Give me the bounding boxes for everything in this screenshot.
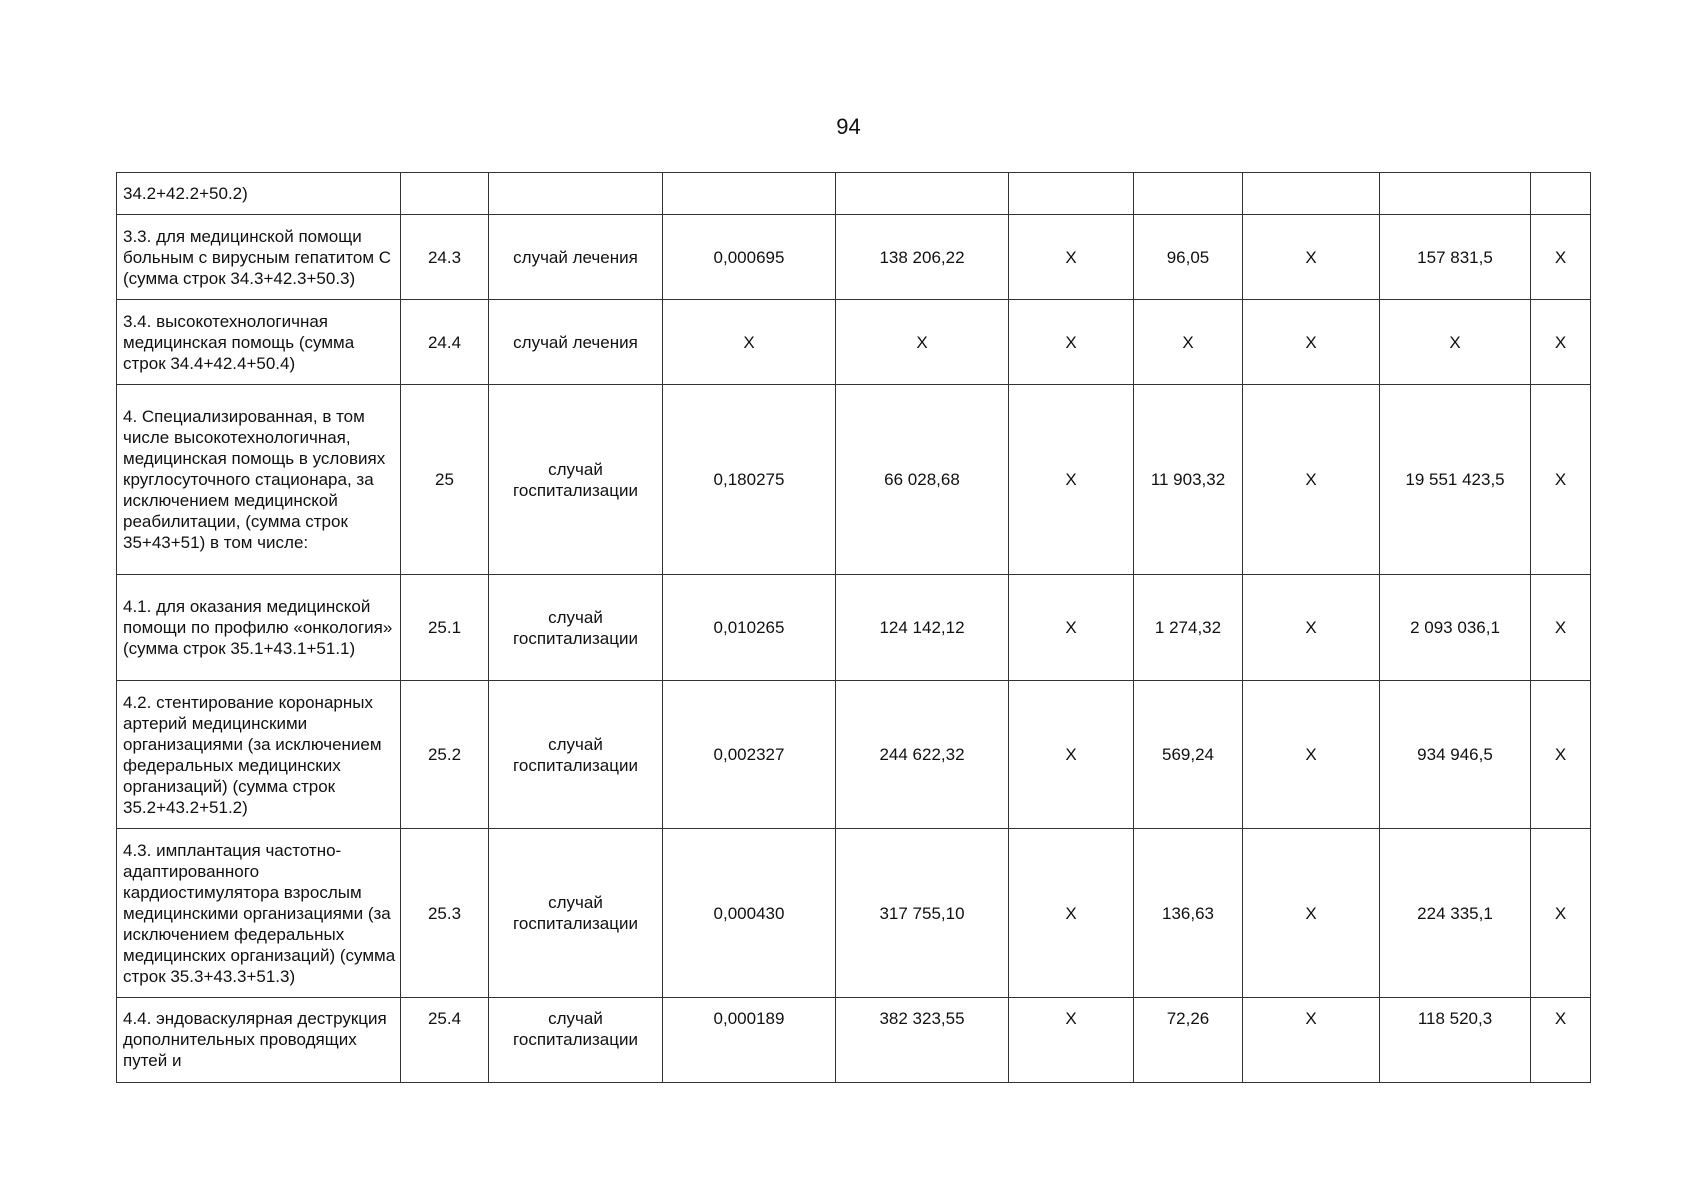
row-col6: X — [1009, 829, 1134, 998]
row-col10: X — [1531, 681, 1591, 829]
table-row — [117, 998, 1591, 1083]
row-description: 4.2. стентирование коронарных артерий медицинскими организациями (за исключением федеральных медицинских организаций) (сумма строк 35.2+43.2+51.2) — [117, 681, 401, 829]
row-cost: 66 028,68 — [836, 385, 1009, 575]
row-col9: 19 551 423,5 — [1380, 385, 1531, 575]
row-col9: 2 093 036,1 — [1380, 575, 1531, 681]
row-unit: случай госпитализации — [489, 998, 663, 1083]
row-description: 3.4. высокотехнологичная медицинская помощь (сумма строк 34.4+42.4+50.4) — [117, 300, 401, 385]
row-col7: 569,24 — [1134, 681, 1243, 829]
row-cost: 244 622,32 — [836, 681, 1009, 829]
row-col7 — [1134, 173, 1243, 215]
row-line-number: 25.3 — [401, 829, 489, 998]
row-col8: X — [1243, 998, 1380, 1083]
table-row — [117, 300, 1591, 385]
row-col7: 136,63 — [1134, 829, 1243, 998]
row-col6: X — [1009, 300, 1134, 385]
row-col10: X — [1531, 385, 1591, 575]
row-cost: 382 323,55 — [836, 998, 1009, 1083]
row-line-number: 25.2 — [401, 681, 489, 829]
data-table — [116, 172, 1591, 1083]
row-col10: X — [1531, 215, 1591, 300]
row-col10: X — [1531, 300, 1591, 385]
row-col9: 118 520,3 — [1380, 998, 1531, 1083]
row-unit: случай госпитализации — [489, 575, 663, 681]
row-col6: X — [1009, 575, 1134, 681]
row-norm — [663, 173, 836, 215]
row-col8: X — [1243, 829, 1380, 998]
row-unit: случай госпитализации — [489, 385, 663, 575]
row-col6: X — [1009, 681, 1134, 829]
row-col10: X — [1531, 575, 1591, 681]
row-col8: X — [1243, 681, 1380, 829]
row-norm: X — [663, 300, 836, 385]
row-line-number — [401, 173, 489, 215]
table-row — [117, 829, 1591, 998]
row-col7: X — [1134, 300, 1243, 385]
row-line-number: 24.3 — [401, 215, 489, 300]
row-line-number: 24.4 — [401, 300, 489, 385]
row-col6: X — [1009, 998, 1134, 1083]
row-description: 34.2+42.2+50.2) — [117, 173, 401, 215]
row-col9: 157 831,5 — [1380, 215, 1531, 300]
row-description: 4.1. для оказания медицинской помощи по профилю «онкология» (сумма строк 35.1+43.1+51.1) — [117, 575, 401, 681]
row-col9 — [1380, 173, 1531, 215]
row-norm: 0,010265 — [663, 575, 836, 681]
row-description: 4.4. эндоваскулярная деструкция дополнительных проводящих путей и — [117, 998, 401, 1083]
row-cost: 124 142,12 — [836, 575, 1009, 681]
row-col7: 72,26 — [1134, 998, 1243, 1083]
row-description: 4.3. имплантация частотно-адаптированного кардиостимулятора взрослым медицинскими организациями (за исключением федеральных медицинских организаций) (сумма строк 35.3+43.3+51.3) — [117, 829, 401, 998]
row-col9: 224 335,1 — [1380, 829, 1531, 998]
row-col6 — [1009, 173, 1134, 215]
row-norm: 0,000430 — [663, 829, 836, 998]
row-norm: 0,000189 — [663, 998, 836, 1083]
row-unit: случай лечения — [489, 215, 663, 300]
row-col9: X — [1380, 300, 1531, 385]
row-line-number: 25 — [401, 385, 489, 575]
row-col8: X — [1243, 385, 1380, 575]
row-col6: X — [1009, 385, 1134, 575]
table-row — [117, 681, 1591, 829]
row-norm: 0,002327 — [663, 681, 836, 829]
row-description: 4. Специализированная, в том числе высокотехнологичная, медицинская помощь в условиях круглосуточного стационара, за исключением медицинской реабилитации, (сумма строк 35+43+51) в том числе: — [117, 385, 401, 575]
row-col8: X — [1243, 215, 1380, 300]
row-line-number: 25.1 — [401, 575, 489, 681]
row-cost: 317 755,10 — [836, 829, 1009, 998]
row-norm: 0,180275 — [663, 385, 836, 575]
table-row — [117, 215, 1591, 300]
row-col10 — [1531, 173, 1591, 215]
row-col10: X — [1531, 998, 1591, 1083]
page-number: 94 — [836, 114, 861, 139]
row-col10: X — [1531, 829, 1591, 998]
row-unit: случай госпитализации — [489, 681, 663, 829]
row-col8: X — [1243, 300, 1380, 385]
row-unit: случай лечения — [489, 300, 663, 385]
row-cost — [836, 173, 1009, 215]
row-description: 3.3. для медицинской помощи больным с вирусным гепатитом С (сумма строк 34.3+42.3+50.3) — [117, 215, 401, 300]
table-row — [117, 385, 1591, 575]
row-col7: 1 274,32 — [1134, 575, 1243, 681]
row-col9: 934 946,5 — [1380, 681, 1531, 829]
row-col6: X — [1009, 215, 1134, 300]
row-norm: 0,000695 — [663, 215, 836, 300]
table-row — [117, 173, 1591, 215]
row-cost: 138 206,22 — [836, 215, 1009, 300]
row-col7: 11 903,32 — [1134, 385, 1243, 575]
table-row — [117, 575, 1591, 681]
row-cost: X — [836, 300, 1009, 385]
row-line-number: 25.4 — [401, 998, 489, 1083]
row-col7: 96,05 — [1134, 215, 1243, 300]
row-col8 — [1243, 173, 1380, 215]
row-unit — [489, 173, 663, 215]
row-unit: случай госпитализации — [489, 829, 663, 998]
row-col8: X — [1243, 575, 1380, 681]
